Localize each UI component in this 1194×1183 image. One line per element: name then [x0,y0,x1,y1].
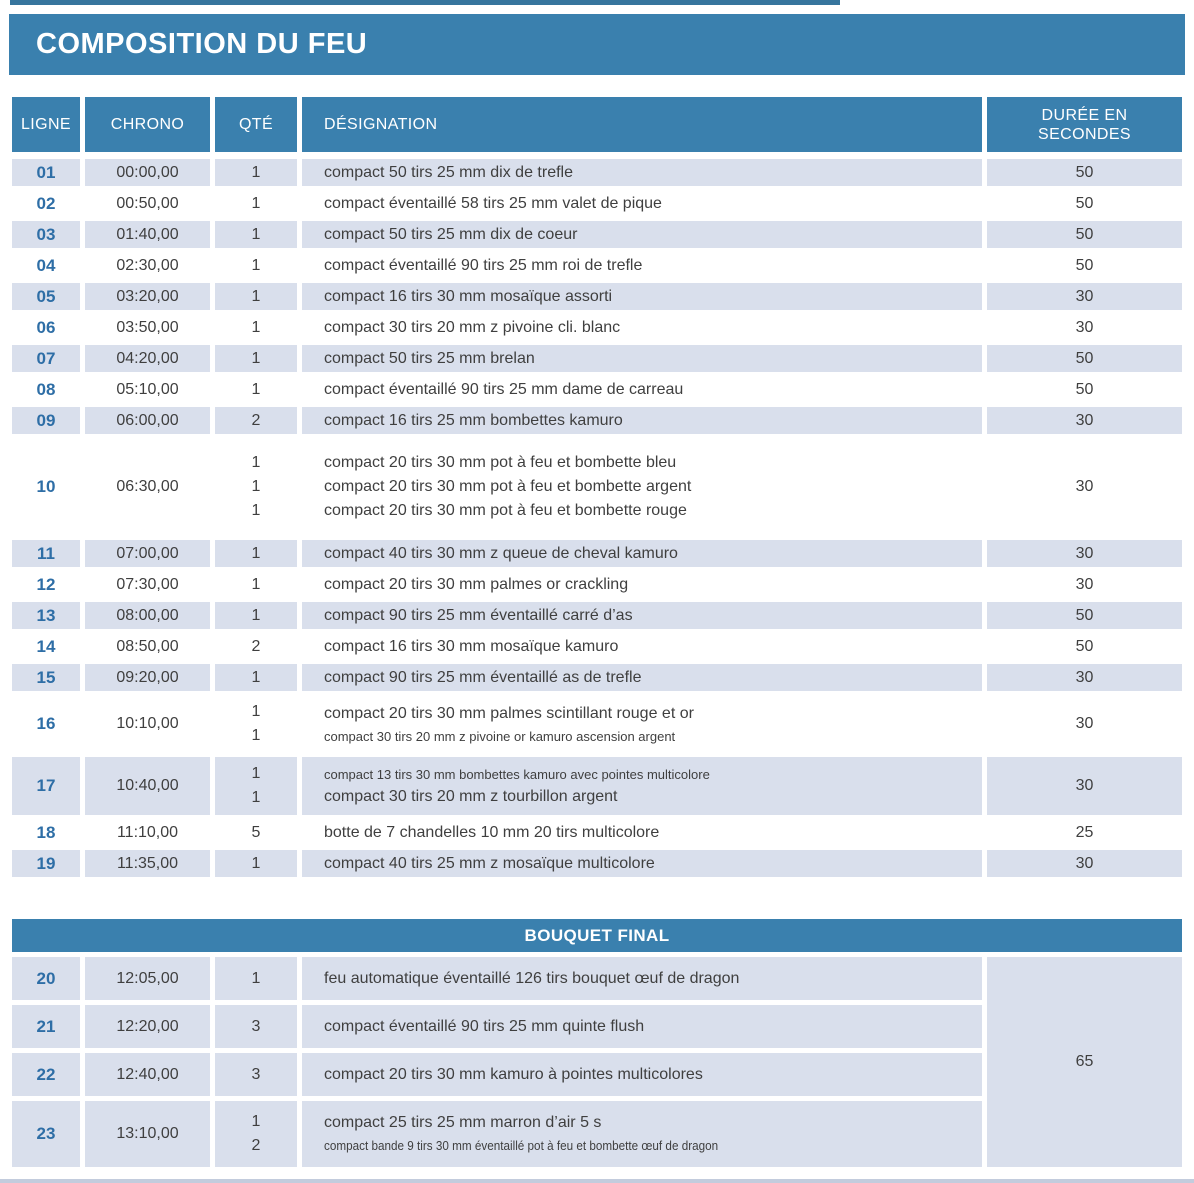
chrono-cell: 13:10,00 [85,1101,210,1167]
table-row [12,314,1182,341]
table-row [12,633,1182,660]
row-number-cell: 13 [12,602,80,629]
row-number-cell: 19 [12,850,80,877]
designation-line: compact 20 tirs 30 mm palmes or crackling [324,575,629,593]
table-row [12,757,1182,815]
designation-line: compact 30 tirs 20 mm z pivoine cli. blanc [324,318,621,336]
qty-cell [215,850,297,877]
designation-cell [302,345,982,372]
qty-line: 1 [251,544,261,562]
row-number-cell: 09 [12,407,80,434]
table-row [12,1053,982,1096]
duree-cell: 50 [987,221,1182,248]
chrono-cell: 08:50,00 [116,637,179,655]
row-number-cell: 12 [36,574,56,594]
row-number-cell: 08 [36,379,56,399]
chrono-cell: 07:00,00 [85,540,210,567]
designation-line: compact 20 tirs 30 mm pot à feu et bombette bleu [324,454,677,471]
row-number-cell: 06 [36,317,56,337]
designation-cell [302,957,982,1000]
designation-cell [302,1053,982,1096]
table-row [12,1005,982,1048]
designation-line: compact 25 tirs 25 mm marron d’air 5 s [324,1114,602,1131]
chrono-cell: 11:35,00 [85,850,210,877]
qty-cell [215,438,297,536]
chrono-cell: 03:50,00 [116,318,179,336]
qty-cell [215,345,297,372]
chrono-cell: 12:20,00 [85,1005,210,1048]
chrono-cell: 08:00,00 [85,602,210,629]
designation-cell [302,540,982,567]
duree-cell: 30 [1075,318,1094,336]
row-number-cell: 17 [12,757,80,815]
duree-cell: 30 [987,850,1182,877]
designation-line: compact 16 tirs 25 mm bombettes kamuro [324,411,623,429]
table-row [12,819,1182,846]
bouquet-final-table [12,957,1182,1167]
qty-line: 1 [251,854,261,872]
table-row [12,438,1182,536]
row-number-cell: 22 [12,1053,80,1096]
duree-cell: 50 [987,602,1182,629]
designation-cell [302,376,982,403]
row-number-cell: 07 [12,345,80,372]
qty-cell [215,314,297,341]
designation-cell [302,664,982,691]
chrono-cell: 07:30,00 [116,575,179,593]
bouquet-duree-total-cell: 65 [987,957,1182,1167]
duree-cell: 30 [1075,575,1094,593]
qty-line: 1 [251,1113,261,1130]
designation-line: compact 50 tirs 25 mm brelan [324,349,535,367]
designation-cell [302,252,982,279]
table-row [12,1101,982,1167]
qty-cell [215,602,297,629]
designation-line: compact éventaillé 90 tirs 25 mm dame de carreau [324,380,684,398]
duree-cell: 50 [1075,637,1094,655]
duree-cell: 30 [987,407,1182,434]
designation-line: compact 30 tirs 20 mm z tourbillon argent [324,787,618,805]
designation-cell [302,819,982,846]
qty-line: 1 [251,575,261,593]
designation-cell [302,1101,982,1167]
qty-cell [215,190,297,217]
table-row [12,159,1182,186]
table-row [12,190,1182,217]
top-edge-strip [10,0,840,5]
qty-cell [215,571,297,598]
duree-cell: 50 [1075,256,1094,274]
chrono-cell: 12:05,00 [85,957,210,1000]
table-row [12,602,1182,629]
qty-line: 1 [251,380,261,398]
bouquet-table-body [12,957,982,1167]
designation-line: compact 20 tirs 30 mm pot à feu et bombette rouge [324,502,687,519]
table-row [12,664,1182,691]
row-number-cell: 03 [12,221,80,248]
designation-cell [302,602,982,629]
designation-line: compact 30 tirs 20 mm z pivoine or kamuro ascension argent [324,728,676,744]
designation-line: compact 20 tirs 30 mm kamuro à pointes multicolores [324,1065,703,1083]
qty-line: 3 [251,1065,261,1083]
duree-cell: 50 [987,159,1182,186]
table-row [12,571,1182,598]
table-row [12,345,1182,372]
designation-cell [302,438,982,536]
row-number-cell: 23 [12,1101,80,1167]
qty-line: 1 [251,287,261,305]
duree-cell: 30 [987,757,1182,815]
qty-line: 1 [251,668,261,686]
col-header-designation: DÉSIGNATION [302,97,982,152]
designation-line: compact éventaillé 58 tirs 25 mm valet de pique [324,194,662,212]
designation-line: compact éventaillé 90 tirs 25 mm quinte flush [324,1017,645,1035]
designation-cell [302,221,982,248]
duree-cell: 30 [987,540,1182,567]
qty-cell [215,221,297,248]
qty-line: 1 [251,454,261,471]
qty-line: 1 [251,194,261,212]
duree-cell: 25 [1075,823,1094,841]
col-header-duree [987,97,1182,152]
qty-line: 1 [251,606,261,624]
table-row [12,540,1182,567]
duree-cell: 30 [1075,715,1094,732]
col-header-duree-label: DURÉE EN SECONDES [1038,106,1131,143]
table-row [12,407,1182,434]
qty-cell [215,159,297,186]
qty-line: 1 [251,703,261,720]
qty-line: 1 [251,225,261,243]
row-number-cell: 14 [36,636,56,656]
designation-line: compact bande 9 tirs 30 mm éventaillé pot à feu et bombette œuf de dragon [324,1138,719,1153]
row-number-cell: 10 [36,477,56,496]
duree-cell: 30 [1075,478,1094,495]
qty-cell [215,819,297,846]
designation-line: compact 16 tirs 30 mm mosaïque assorti [324,287,613,305]
qty-line: 1 [251,727,261,744]
table-body [12,159,1182,877]
table-row [12,283,1182,310]
qty-line: 3 [251,1017,261,1035]
qty-cell [215,407,297,434]
table-row [12,850,1182,877]
qty-line: 1 [251,502,261,519]
designation-cell [302,159,982,186]
qty-line: 1 [251,765,261,782]
designation-cell [302,850,982,877]
qty-cell [215,695,297,753]
chrono-cell: 00:00,00 [85,159,210,186]
qty-line: 1 [251,789,261,806]
qty-cell [215,1005,297,1048]
bouquet-final-title: BOUQUET FINAL [524,925,670,945]
duree-cell: 50 [1075,380,1094,398]
designation-line: compact 40 tirs 30 mm z queue de cheval kamuro [324,544,678,562]
qty-cell [215,252,297,279]
designation-cell [302,1005,982,1048]
qty-cell [215,757,297,815]
designation-line: compact 20 tirs 30 mm palmes scintillant rouge et or [324,704,694,722]
table-row [12,252,1182,279]
chrono-cell: 06:00,00 [85,407,210,434]
bottom-edge-strip [0,1179,1194,1183]
duree-cell: 30 [987,283,1182,310]
col-header-ligne: LIGNE [12,97,80,152]
designation-line: compact 40 tirs 25 mm z mosaïque multicolore [324,854,655,872]
table-row [12,695,1182,753]
chrono-cell: 06:30,00 [116,478,179,495]
row-number-cell: 05 [12,283,80,310]
designation-cell [302,633,982,660]
table-row [12,221,1182,248]
chrono-cell: 02:30,00 [116,256,179,274]
designation-line: compact 90 tirs 25 mm éventaillé as de trefle [324,668,642,686]
designation-cell [302,190,982,217]
qty-line: 1 [251,969,261,987]
chrono-cell: 09:20,00 [85,664,210,691]
qty-line: 5 [251,823,261,841]
qty-cell [215,1053,297,1096]
designation-line: compact 16 tirs 30 mm mosaïque kamuro [324,637,619,655]
qty-cell [215,957,297,1000]
qty-cell [215,283,297,310]
designation-line: compact 50 tirs 25 mm dix de trefle [324,163,573,181]
designation-line: compact éventaillé 90 tirs 25 mm roi de trefle [324,256,643,274]
qty-line: 1 [251,163,261,181]
row-number-cell: 18 [36,822,56,842]
row-number-cell: 02 [36,193,56,213]
designation-line: feu automatique éventaillé 126 tirs bouquet œuf de dragon [324,969,740,987]
chrono-cell: 11:10,00 [116,823,179,841]
col-header-qte: QTÉ [215,97,297,152]
row-number-cell: 11 [12,540,80,567]
row-number-cell: 16 [36,714,56,733]
qty-cell [215,633,297,660]
table-header-row [12,97,1182,152]
composition-table [12,97,1182,877]
table-row [12,376,1182,403]
designation-line: compact 13 tirs 30 mm bombettes kamuro avec pointes multicolore [324,766,710,782]
qty-cell [215,664,297,691]
designation-cell [302,695,982,753]
qty-line: 1 [251,256,261,274]
duree-cell: 50 [987,345,1182,372]
qty-line: 1 [251,349,261,367]
designation-line: compact 50 tirs 25 mm dix de coeur [324,225,578,243]
chrono-cell: 12:40,00 [85,1053,210,1096]
title-banner [9,14,1185,75]
page-title: COMPOSITION DU FEU [36,28,368,60]
chrono-cell: 01:40,00 [85,221,210,248]
chrono-cell: 00:50,00 [116,194,179,212]
table-row [12,957,982,1000]
qty-line: 2 [251,411,261,429]
designation-line: botte de 7 chandelles 10 mm 20 tirs multicolore [324,823,660,841]
duree-cell: 50 [1075,194,1094,212]
qty-line: 1 [251,478,261,495]
chrono-cell: 03:20,00 [85,283,210,310]
designation-line: compact 90 tirs 25 mm éventaillé carré d’as [324,606,633,624]
designation-cell [302,571,982,598]
duree-cell: 30 [987,664,1182,691]
chrono-cell: 05:10,00 [116,380,179,398]
row-number-cell: 01 [12,159,80,186]
qty-line: 2 [251,1137,261,1154]
col-header-chrono: CHRONO [85,97,210,152]
qty-cell [215,540,297,567]
chrono-cell: 04:20,00 [85,345,210,372]
designation-cell [302,314,982,341]
row-number-cell: 21 [12,1005,80,1048]
qty-cell [215,376,297,403]
designation-cell [302,757,982,815]
designation-cell [302,283,982,310]
row-number-cell: 04 [36,255,56,275]
bouquet-final-banner [12,919,1182,952]
row-number-cell: 15 [12,664,80,691]
chrono-cell: 10:40,00 [85,757,210,815]
chrono-cell: 10:10,00 [116,715,179,732]
qty-line: 1 [251,318,261,336]
qty-line: 2 [251,637,261,655]
row-number-cell: 20 [12,957,80,1000]
designation-cell [302,407,982,434]
qty-cell [215,1101,297,1167]
designation-line: compact 20 tirs 30 mm pot à feu et bombette argent [324,478,692,495]
